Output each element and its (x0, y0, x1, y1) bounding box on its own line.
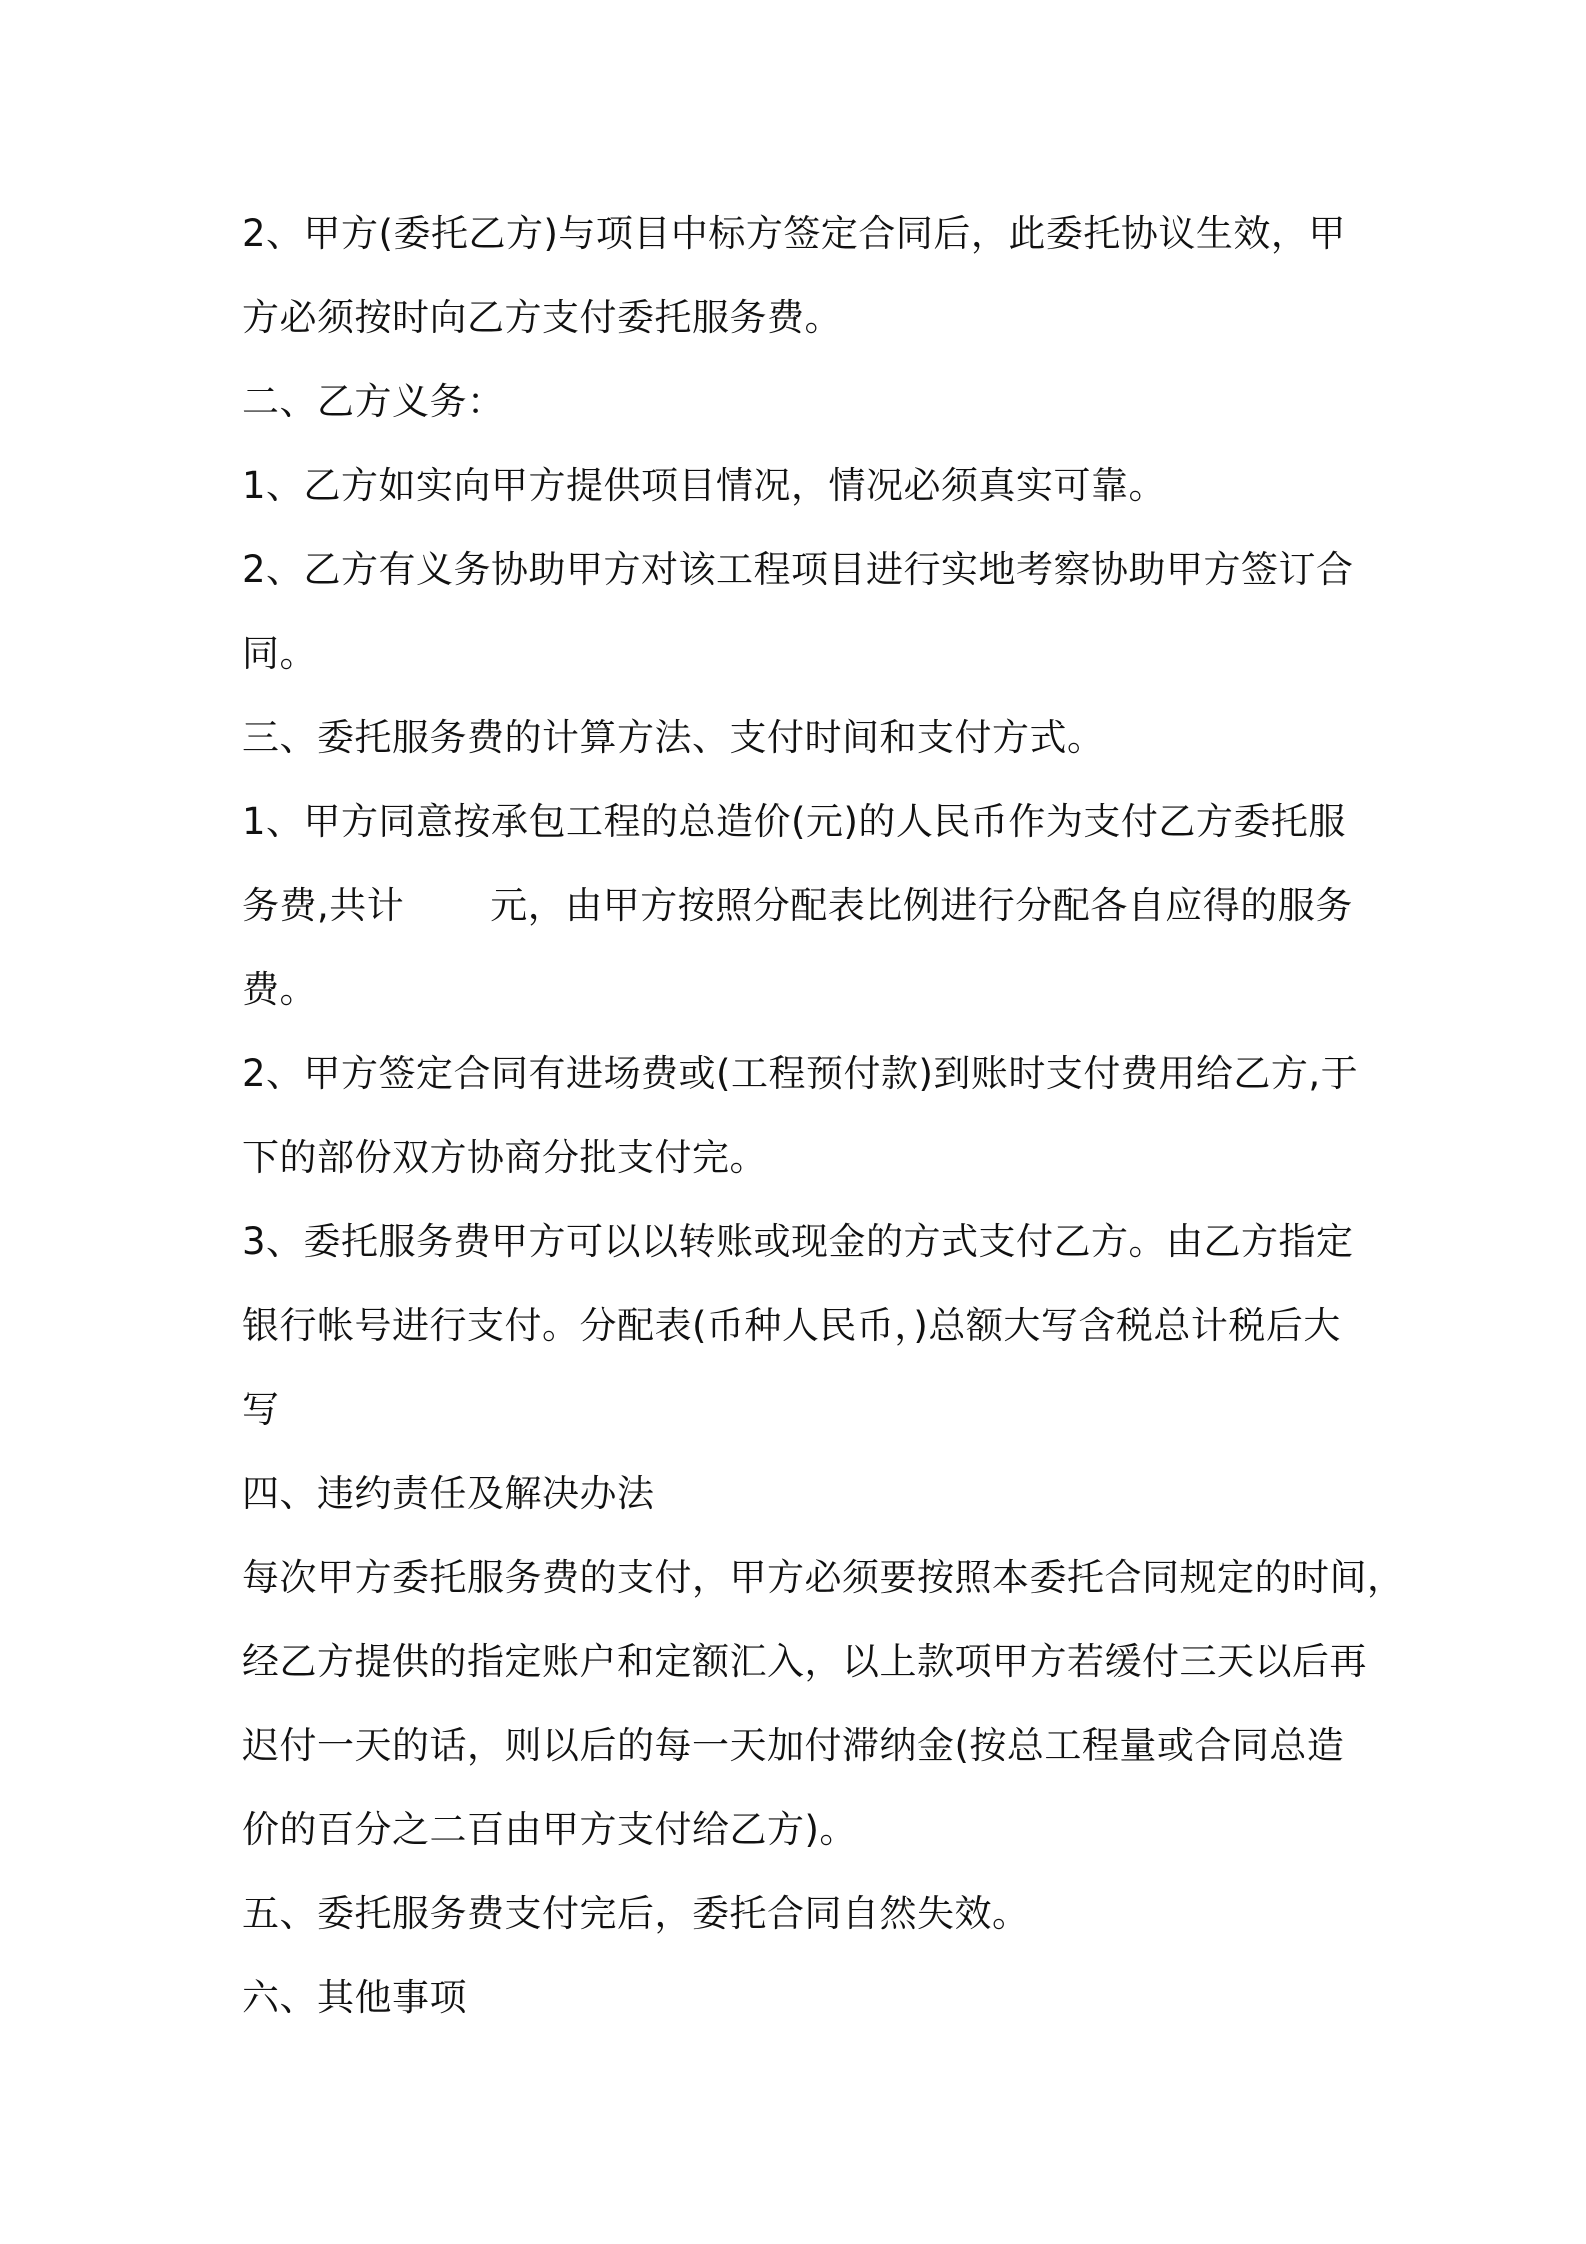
clause-line: 2、乙方有义务协助甲方对该工程项目进行实地考察协助甲方签订合 (242, 548, 1354, 591)
clause-text: 元，由甲方按照分配表比例进行分配各自应得的服务 (490, 884, 1353, 927)
clause-text: 务费,共计 (242, 884, 405, 927)
clause-line: 写 (242, 1388, 280, 1431)
clause-line: 迟付一天的话，则以后的每一天加付滞纳金(按总工程量或合同总造 (242, 1724, 1345, 1767)
clause-line: 3、委托服务费甲方可以以转账或现金的方式支付乙方。由乙方指定 (242, 1220, 1354, 1263)
clause-line: 2、甲方签定合同有进场费或(工程预付款)到账时支付费用给乙方,于 (242, 1052, 1359, 1095)
document-page (242, 192, 1405, 2040)
section-heading: 四、违约责任及解决办法 (242, 1472, 655, 1515)
section-heading: 五、委托服务费支付完后，委托合同自然失效。 (242, 1892, 1030, 1935)
clause-line: 经乙方提供的指定账户和定额汇入，以上款项甲方若缓付三天以后再 (242, 1640, 1367, 1683)
clause-line: 2、甲方(委托乙方)与项目中标方签定合同后，此委托协议生效，甲 (242, 212, 1346, 255)
clause-line: 费。 (242, 968, 317, 1011)
section-heading: 二、乙方义务： (242, 380, 505, 423)
clause-line-with-blank (242, 864, 1382, 948)
clause-line: 同。 (242, 632, 317, 675)
clause-line: 方必须按时向乙方支付委托服务费。 (242, 296, 842, 339)
section-heading: 六、其他事项 (242, 1976, 467, 2019)
clause-line: 1、甲方同意按承包工程的总造价(元)的人民币作为支付乙方委托服 (242, 800, 1346, 843)
clause-line: 银行帐号进行支付。分配表(币种人民币，)总额大写含税总计税后大 (242, 1304, 1341, 1347)
clause-line: 每次甲方委托服务费的支付，甲方必须要按照本委托合同规定的时间， (242, 1556, 1405, 1599)
clause-line: 价的百分之二百由甲方支付给乙方)。 (242, 1808, 857, 1851)
section-heading: 三、委托服务费的计算方法、支付时间和支付方式。 (242, 716, 1105, 759)
clause-line: 1、乙方如实向甲方提供项目情况，情况必须真实可靠。 (242, 464, 1167, 507)
clause-line: 下的部份双方协商分批支付完。 (242, 1136, 767, 1179)
